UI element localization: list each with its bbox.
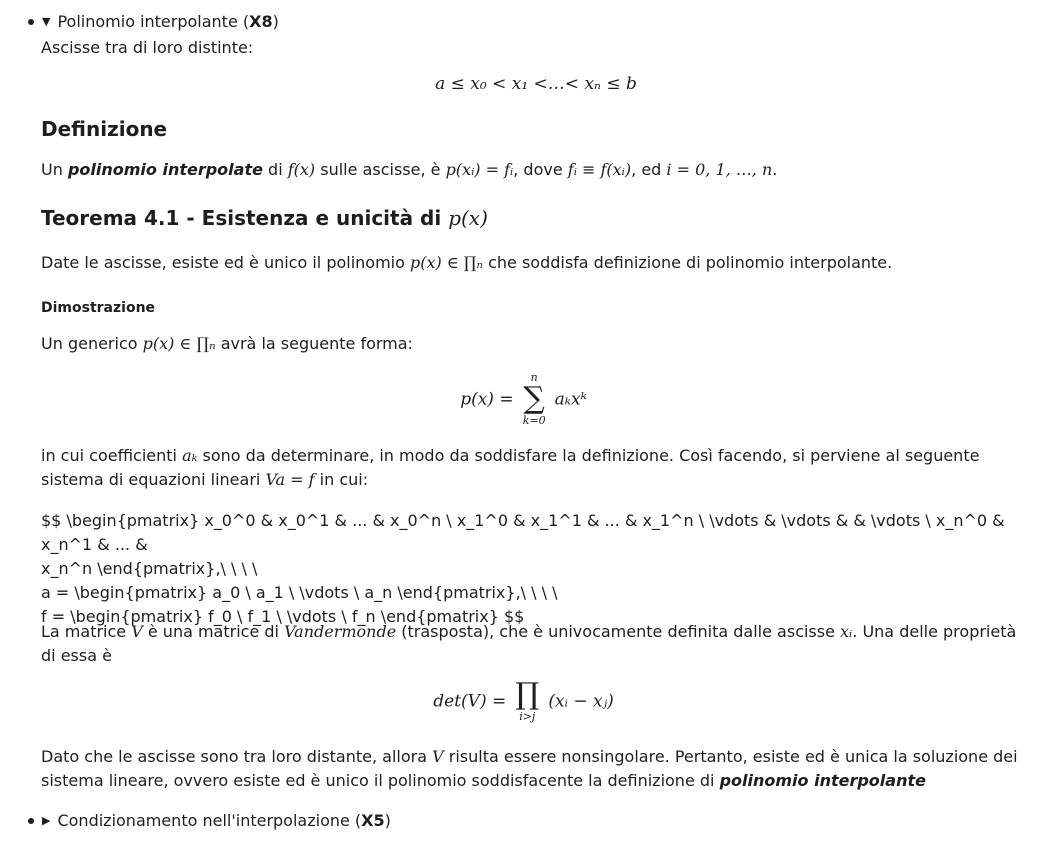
dimostrazione-paragraph-2: in cui coefficienti aₖ sono da determinare, in modo da soddisfare la definizione. Così facendo, si perviene al seguente sistema di equazioni lineari Va = f in cui:: [41, 446, 980, 489]
sum-operator: n ∑ k=0: [522, 371, 546, 427]
display-det-formula: det(V) = ∏ i>j (xᵢ − xⱼ): [433, 677, 614, 723]
raw-latex-block: [41, 509, 1021, 629]
raw-latex-line-1: $$ \begin{pmatrix} x_0^0 & x_0^1 & ... & x_0^n \ x_1^0 & x_1^1 & ... & x_1^n \ \vdots & \vdots & & \vdots \ x_n^0 & x_n^1 & ... &: [41, 511, 1005, 554]
raw-latex-line-3: a = \begin{pmatrix} a_0 \ a_1 \ \vdots \ a_n \end{pmatrix},\ \ \ \: [41, 583, 558, 602]
intro-paragraph: Ascisse tra di loro distinte:: [41, 38, 254, 57]
summary-close: ): [384, 811, 391, 830]
summary-text: Condizionamento nell'interpolazione (: [57, 811, 362, 830]
raw-latex-line-2: x_n^n \end{pmatrix},\ \ \ \: [41, 559, 258, 578]
dimostrazione-paragraph-4: Dato che le ascisse sono tra loro distante, allora V risulta essere nonsingolare. Pertanto, esiste ed è unica la soluzione dei sistema lineare, ovvero esiste ed è unico il polinomio soddisfacente la definizione di polinomio interpolante: [41, 747, 1018, 790]
heading-teorema: Teorema 4.1 - Esistenza e unicità di p(x): [41, 206, 488, 230]
term-polinomio-interpolate: polinomio interpolate: [67, 160, 263, 179]
list-bullet: [28, 19, 34, 25]
term-polinomio-interpolante: polinomio interpolante: [719, 771, 926, 790]
dimostrazione-paragraph-3: La matrice V è una matrice di Vandermonde (trasposta), che è univocamente definita dalle ascisse xᵢ. Una delle proprietà di essa è: [41, 622, 1017, 665]
summary-close: ): [272, 12, 279, 31]
triangle-down-icon[interactable]: ▼: [42, 15, 51, 28]
product-operator: ∏ i>j: [515, 677, 540, 723]
triangle-right-icon[interactable]: ▶: [42, 814, 51, 827]
dimostrazione-paragraph-1: Un generico p(x) ∈ ∏ₙ avrà la seguente forma:: [41, 334, 413, 353]
summary-label[interactable]: [57, 10, 278, 34]
display-sum-formula: p(x) = n ∑ k=0 aₖxᵏ: [460, 371, 587, 427]
summary-text: Polinomio interpolante (: [57, 12, 250, 31]
summary-code: X8: [249, 12, 273, 31]
heading-dimostrazione: Dimostrazione: [41, 300, 156, 316]
heading-definizione: Definizione: [41, 117, 168, 141]
summary-code: X5: [361, 811, 385, 830]
teorema-paragraph: Date le ascisse, esiste ed è unico il polinomio p(x) ∈ ∏ₙ che soddisfa definizione di polinomio interpolante.: [41, 253, 893, 272]
raw-latex-line-4: f = \begin{pmatrix} f_0 \ f_1 \ \vdots \ f_n \end{pmatrix} $$: [41, 607, 525, 626]
details-summary-polinomio-interpolante[interactable]: [28, 10, 279, 34]
definition-paragraph: Un polinomio interpolate di f(x) sulle ascisse, è p(xᵢ) = fᵢ, dove fᵢ ≡ f(xᵢ), ed i = 0, 1, …, n.: [41, 160, 778, 179]
display-inequality: a ≤ x₀ < x₁ <…< xₙ ≤ b: [435, 74, 637, 94]
list-bullet: [28, 818, 34, 824]
summary-label[interactable]: [57, 809, 390, 833]
details-summary-condizionamento[interactable]: [28, 809, 391, 833]
